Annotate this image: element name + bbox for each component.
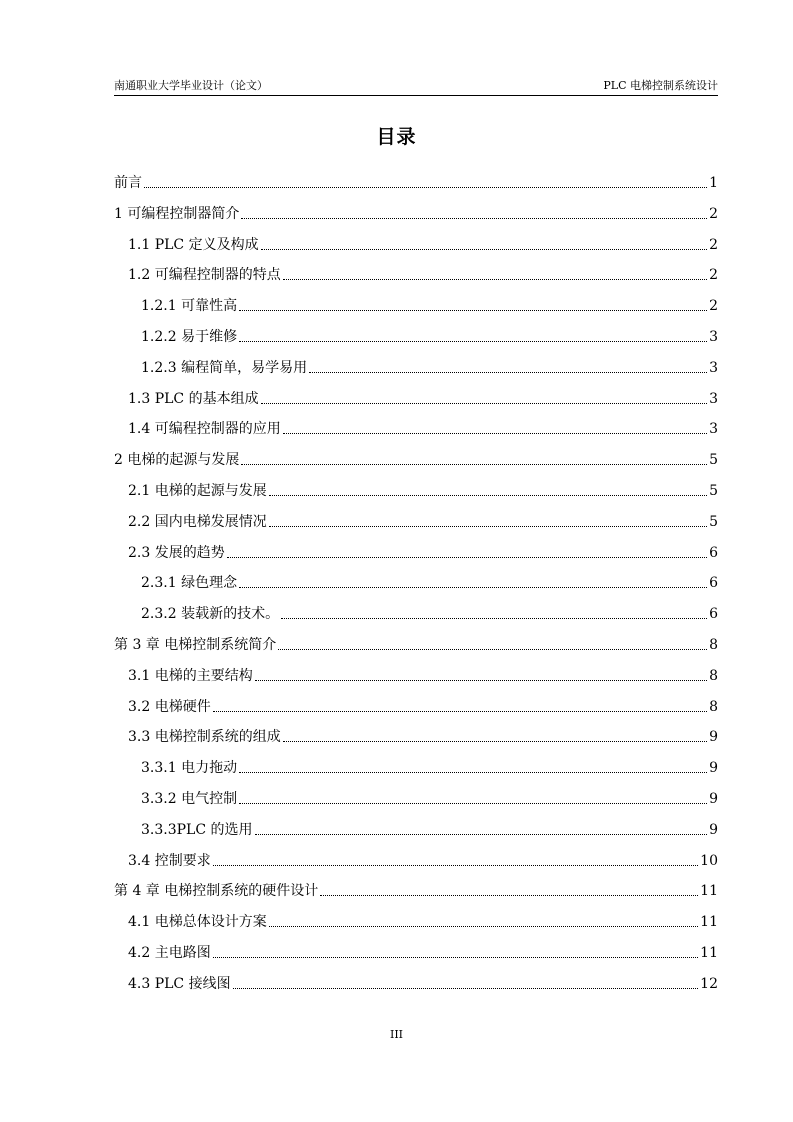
toc-entry[interactable] [128,540,718,562]
dot-leader [239,310,707,311]
toc-entry-page: 2 [709,298,718,315]
toc-entry[interactable] [141,786,718,808]
toc-entry[interactable] [128,694,718,716]
toc-entry[interactable] [141,601,718,623]
toc-entry-title: 前言 [114,175,142,191]
toc-entry-title: 2.2 国内电梯发展情况 [128,513,267,530]
dot-leader [283,279,707,280]
dot-leader [213,957,698,958]
toc-entry-title: 1.3 PLC 的基本组成 [128,390,259,407]
dot-leader [239,587,707,588]
toc-entry-page: 8 [709,637,718,653]
toc-entry-page: 3 [709,390,718,407]
toc-entry-title: 1.2.2 易于维修 [141,329,238,345]
toc-entry-page: 9 [709,760,718,777]
toc-entry-title: 3.4 控制要求 [128,852,211,869]
toc-entry-page: 6 [709,606,718,623]
toc-entry-title: 3.3.3PLC 的选用 [141,821,253,838]
toc-entry-page: 10 [700,852,718,869]
toc-entry-page: 3 [709,421,718,438]
toc-entry-page: 9 [709,821,718,838]
toc-entry-title: 第 4 章 电梯控制系统的硬件设计 [114,883,319,900]
dot-leader [213,711,707,712]
toc-entry-page: 11 [700,945,718,961]
toc-entry-page: 3 [709,359,718,376]
toc-entry-page: 9 [709,729,718,746]
dot-leader [241,218,707,219]
toc-entry[interactable] [141,355,718,377]
toc-entry-page: 5 [709,483,718,499]
toc-entry[interactable] [128,663,718,685]
toc-entry[interactable] [141,293,718,315]
dot-leader [269,926,698,927]
toc-entry-title: 1 可编程控制器简介 [114,205,240,222]
dot-leader [281,618,707,619]
dot-leader [233,988,699,989]
toc-entry-title: 2.3.2 装载新的技术。 [141,606,280,623]
header-right: PLC 电梯控制系统设计 [603,79,718,92]
toc-entry[interactable] [128,971,718,993]
toc-entry-title: 4.2 主电路图 [128,945,211,961]
toc-entry[interactable] [128,232,718,254]
dot-leader [213,865,698,866]
toc-entry[interactable] [114,632,718,654]
dot-leader [320,895,698,896]
toc-entry-page: 5 [709,452,718,469]
toc-entry[interactable] [128,724,718,746]
toc-entry-page: 3 [709,329,718,345]
dot-leader [255,680,707,681]
dot-leader [278,649,707,650]
toc-entry[interactable] [114,170,718,192]
toc-entry-title: 1.1 PLC 定义及构成 [128,236,259,253]
dot-leader [309,372,707,373]
dot-leader [261,249,707,250]
toc-entry-title: 3.3.1 电力拖动 [141,760,238,777]
dot-leader [227,557,707,558]
toc-entry[interactable] [128,909,718,931]
toc-entry-page: 11 [700,883,718,900]
dot-leader [269,526,707,527]
toc-entry-title: 1.2 可编程控制器的特点 [128,267,281,284]
toc-entry-page: 12 [700,975,718,992]
dot-leader [239,772,707,773]
toc-entry[interactable] [128,509,718,531]
page-number: III [389,1028,404,1041]
dot-leader [283,433,707,434]
dot-leader [239,341,707,342]
toc-entry[interactable] [114,878,718,900]
toc-entry-title: 3.3.2 电气控制 [141,791,238,807]
dot-leader [255,834,708,835]
toc-entry[interactable] [128,940,718,962]
toc-entry[interactable] [128,848,718,870]
toc-entry-title: 第 3 章 电梯控制系统简介 [114,637,277,653]
toc-entry[interactable] [128,416,718,438]
toc-entry-title: 2 电梯的起源与发展 [114,452,240,469]
toc-entry-page: 6 [709,575,718,592]
toc-entry-page: 8 [709,667,718,684]
toc-title: 目录 [376,126,417,148]
toc-entry-page: 1 [709,175,718,191]
toc-entry-page: 6 [709,544,718,561]
toc-entry-page: 8 [709,698,718,715]
toc-entry-title: 1.4 可编程控制器的应用 [128,421,281,438]
toc-entry-page: 9 [709,791,718,807]
toc-entry[interactable] [128,386,718,408]
toc-entry-title: 3.2 电梯硬件 [128,698,211,715]
dot-leader [241,464,707,465]
toc-entry-title: 3.3 电梯控制系统的组成 [128,729,281,746]
header-left: 南通职业大学毕业设计（论文） [114,79,268,92]
toc-entry-page: 2 [709,236,718,253]
dot-leader [239,803,707,804]
toc-entry-title: 4.3 PLC 接线图 [128,975,231,992]
toc-entry-title: 2.1 电梯的起源与发展 [128,483,267,499]
toc-entry-page: 11 [700,914,718,931]
toc-entry[interactable] [114,201,718,223]
toc-entry[interactable] [141,817,718,839]
toc-entry-page: 2 [709,205,718,222]
dot-leader [269,495,707,496]
dot-leader [144,187,707,188]
toc-entry-page: 2 [709,267,718,284]
toc-entry[interactable] [141,755,718,777]
dot-leader [283,741,707,742]
toc-entry[interactable] [114,447,718,469]
toc-entry[interactable] [141,570,718,592]
toc-entry[interactable] [141,324,718,346]
toc-entry-title: 2.3 发展的趋势 [128,544,225,561]
dot-leader [261,403,707,404]
toc-entry-title: 2.3.1 绿色理念 [141,575,238,592]
toc-entry-title: 1.2.1 可靠性高 [141,298,238,315]
toc-entry[interactable] [128,478,718,500]
toc-entry-title: 4.1 电梯总体设计方案 [128,914,267,931]
toc-entry[interactable] [128,262,718,284]
toc-entry-title: 3.1 电梯的主要结构 [128,667,253,684]
toc-entry-page: 5 [709,513,718,530]
toc-entry-title: 1.2.3 编程简单，易学易用 [141,359,308,376]
